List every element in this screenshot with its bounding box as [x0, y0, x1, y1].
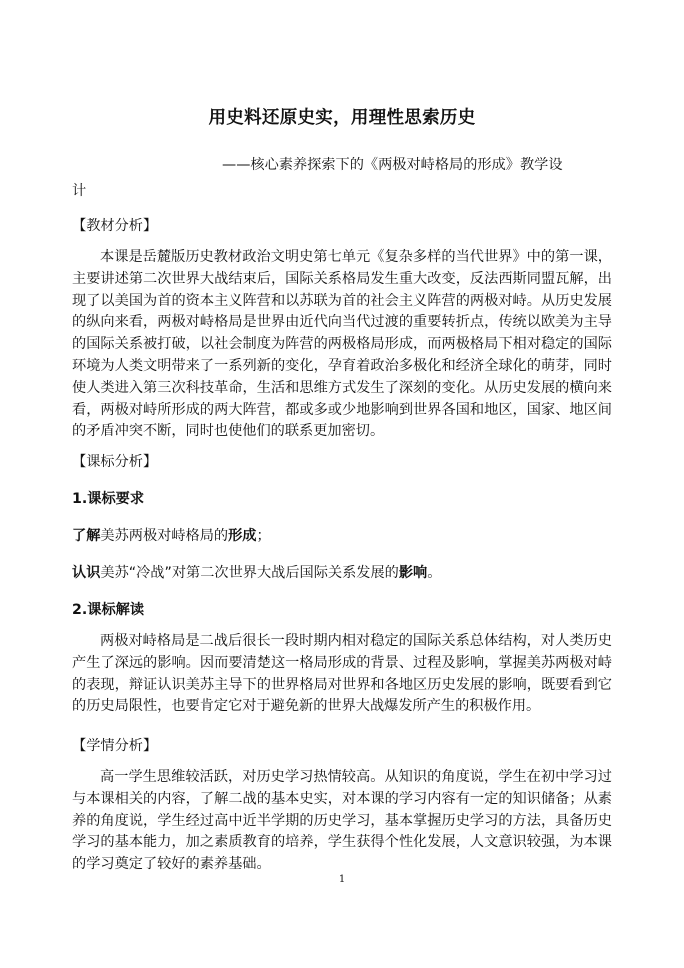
requirement-item-2 [72, 562, 441, 582]
req2-text: 美苏“冷战”对第二次世界大战后国际关系发展的 [100, 565, 399, 581]
page-number: 1 [338, 874, 346, 885]
requirement-item-1 [72, 525, 271, 545]
subheading-interpretation: 2.课标解读 [72, 602, 145, 618]
req1-punct: ； [256, 528, 271, 544]
subheading-requirements: 1.课标要求 [72, 491, 145, 507]
subtitle-line-1: ——核心素养探索下的《两极对峙格局的形成》教学设 [222, 157, 563, 173]
paragraph-student-analysis: 高一学生思维较活跃，对历史学习热情较高。从知识的角度说，学生在初中学习过与本课相关的内容，了解二战的基本史实，对本课的学习内容有一定的知识储备；从素养的角度说，学生经过高中近半学期的历史学习，基本掌握历史学习的方法，具备历史学习的基本能力，加之素质教育的培养，学生获得个性化发展，人文意识较强，为本课的学习奠定了较好的素养基础。 [72, 769, 612, 873]
section-heading-standard: 【课标分析】 [72, 454, 158, 470]
req2-keyword: 认识 [72, 565, 101, 581]
subtitle-line-2: 计 [72, 183, 87, 199]
req1-keyword: 了解 [72, 528, 101, 544]
req2-keyword-2: 影响 [398, 565, 428, 581]
req1-keyword-2: 形成 [228, 528, 257, 544]
req2-punct: 。 [427, 565, 442, 581]
paragraph-standard-interpretation: 两极对峙格局是二战后很长一段时期内相对稳定的国际关系总体结构，对人类历史产生了深远的影响。因而要清楚这一格局形成的背景、过程及影响，掌握美苏两极对峙的表现，辩证认识美苏主导下的世界格局对世界和各地区历史发展的影响，既要看到它的历史局限性，也要肯定它对于避免新的世界大战爆发所产生的积极作用。 [72, 633, 612, 715]
section-heading-textbook: 【教材分析】 [72, 218, 158, 234]
document-subtitle [72, 152, 612, 204]
document-title: 用史料还原史实，用理性思索历史 [208, 108, 476, 128]
req1-text: 美苏两极对峙格局的 [100, 528, 229, 544]
paragraph-textbook-analysis: 本课是岳麓版历史教材政治文明史第七单元《复杂多样的当代世界》中的第一课，主要讲述第二次世界大战结束后，国际关系格局发生重大改变，反法西斯同盟瓦解，出现了以美国为首的资本主义阵营和以苏联为首的社会主义阵营的两极对峙。从历史发展的纵向来看，两极对峙格局是世界由近代向当代过渡的重要转折点，传统以欧美为主导的国际关系被打破，以社会制度为阵营的两极格局形成，而两极格局下相对稳定的国际环境为人类文明带来了一系列新的变化，孕育着政治多极化和经济全球化的萌芽，同时使人类进入第三次科技革命，生活和思维方式发生了深刻的变化。从历史发展的横向来看，两极对峙所形成的两大阵营，都或多或少地影响到世界各国和地区，国家、地区间的矛盾冲突不断，同时也使他们的联系更加密切。 [72, 249, 612, 440]
section-heading-students: 【学情分析】 [72, 738, 158, 754]
